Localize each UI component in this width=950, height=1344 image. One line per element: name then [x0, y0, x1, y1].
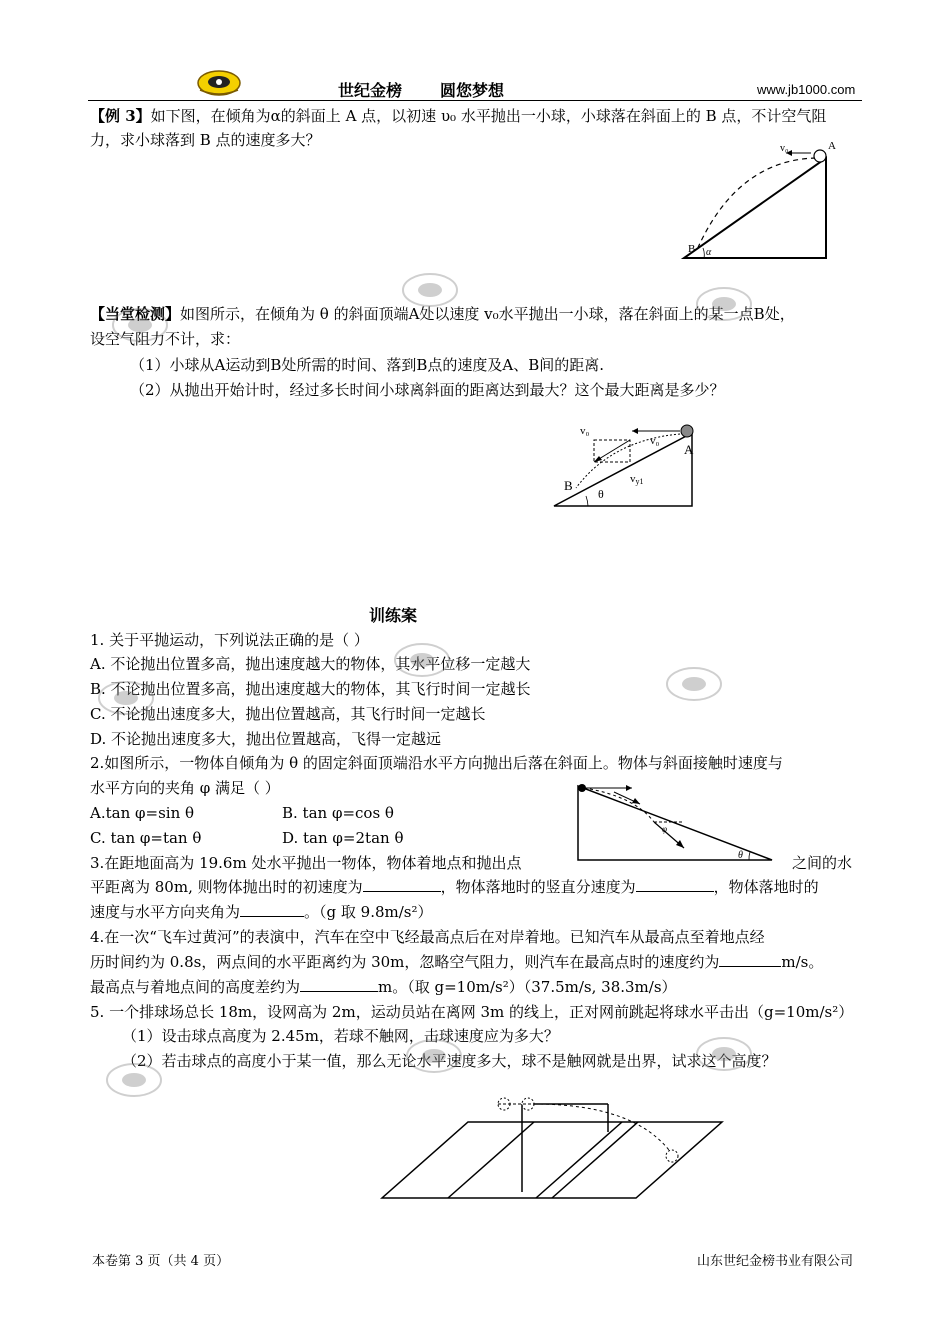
q2-option-b: B. tan φ=cos θ	[282, 804, 394, 822]
fig2-label-v0-left: v₀	[580, 425, 590, 437]
q4-blank-height	[300, 991, 378, 992]
q3-blank-initial-speed	[363, 891, 441, 892]
q2-option-d: D. tan φ=2tan θ	[282, 829, 404, 847]
q2-option-a: A.tan φ=sin θ	[90, 804, 195, 822]
example3-tag: 【例 3】	[90, 107, 151, 125]
q2-fig-label-phi: φ	[662, 824, 667, 834]
q4-line1: 4.在一次“飞车过黄河”的表演中，汽车在空中飞经最高点后在对岸着地。已知汽车从最高点至着地点经	[90, 928, 765, 946]
fig2-label-a: A	[684, 442, 694, 457]
header-brand: 世纪金榜	[338, 81, 403, 100]
footer-company: 山东世纪金榜书业有限公司	[697, 1254, 854, 1269]
q2-fig-label-theta: θ	[738, 850, 743, 861]
watermark-logo	[694, 1034, 754, 1078]
watermark-logo	[392, 640, 452, 684]
volleyball-court-figure	[376, 1092, 728, 1208]
q3-line1a: 3.在距地面高为 19.6m 处水平抛出一物体，物体着地点和抛出点	[90, 854, 522, 872]
watermark-logo	[664, 664, 724, 708]
q3-line3: 速度与水平方向夹角为 。（g 取 9.8m/s²）	[90, 903, 433, 921]
fig2-label-vy1: vy1	[630, 473, 644, 486]
training-title: 训练案	[369, 606, 418, 625]
example3-figure	[676, 140, 846, 269]
fig1-label-v0: v₀	[780, 143, 789, 154]
q1-option-c: C. 不论抛出速度多大，抛出位置越高，其飞行时间一定越长	[90, 705, 486, 723]
example3-line2: 力，求小球落到 B 点的速度多大？	[90, 131, 321, 149]
q1-option-a: A. 不论抛出位置多高，抛出速度越大的物体，其水平位移一定越大	[90, 655, 531, 673]
header-url: www.jb1000.com	[757, 82, 856, 97]
q2-figure	[574, 778, 780, 868]
classcheck-figure	[552, 418, 702, 514]
watermark-logo	[96, 678, 156, 722]
q4-line2: 历时间约为 0.8s，两点间的水平距离约为 30m，忽略空气阻力，则汽车在最高点时的速度约为 m/s。	[90, 953, 824, 971]
q2-line1: 2.如图所示，一物体自倾角为 θ 的固定斜面顶端沿水平方向抛出后落在斜面上。物体与斜面接触时速度与	[90, 754, 783, 772]
header-divider	[88, 100, 862, 101]
watermark-logo	[694, 284, 754, 328]
header-title	[338, 78, 542, 101]
watermark-logo	[400, 270, 460, 314]
q3-blank-vertical-speed	[636, 891, 714, 892]
classcheck-tag: 【当堂检测】	[90, 305, 181, 323]
fig1-label-a: A	[828, 140, 836, 152]
brand-logo	[196, 68, 242, 102]
classcheck-q2: （2）从抛出开始计时，经过多长时间小球离斜面的距离达到最大？这个最大距离是多少？	[130, 381, 725, 399]
fig1-label-alpha: α	[706, 247, 712, 258]
q3-blank-angle	[240, 916, 304, 917]
q5-sub1: （1）设击球点高度为 2.45m，若球不触网，击球速度应为多大？	[122, 1027, 559, 1045]
classcheck-line2: 设空气阻力不计，求：	[90, 330, 241, 348]
q1-stem: 1. 关于平抛运动，下列说法正确的是（ ）	[90, 631, 369, 649]
fig1-label-b: B	[688, 243, 696, 255]
q4-blank-speed	[719, 966, 781, 967]
footer-page-number: 本卷第 3 页（共 4 页）	[92, 1254, 230, 1269]
fig2-label-v0-right: v₀	[650, 435, 660, 447]
fig2-label-b: B	[564, 478, 573, 493]
q3-line1b: 之间的水	[792, 854, 853, 872]
q2-option-c: C. tan φ=tan θ	[90, 829, 202, 847]
watermark-logo	[404, 1036, 464, 1080]
q3-line2: 平距离为 80m, 则物体抛出时的初速度为 ，物体落地时的竖直分速度为 ，物体落地时的	[90, 878, 819, 896]
classcheck-q1: （1）小球从A运动到B处所需的时间、落到B点的速度及A、B间的距离.	[130, 356, 605, 374]
fig2-label-theta: θ	[598, 487, 604, 501]
q5-sub2: （2）若击球点的高度小于某一值，那么无论水平速度多大，球不是触网就是出界，试求这个高度？	[122, 1052, 777, 1070]
classcheck-line1: 【当堂检测】如图所示，在倾角为 θ 的斜面顶端A处以速度 v₀水平抛出一小球，落在斜面上的某一点B处，	[90, 305, 795, 323]
q1-option-b: B. 不论抛出位置多高，抛出速度越大的物体，其飞行时间一定越长	[90, 680, 531, 698]
q1-option-d: D. 不论抛出速度多大，抛出位置越高，飞得一定越远	[90, 730, 442, 748]
watermark-logo	[110, 305, 170, 349]
watermark-logo	[104, 1060, 164, 1104]
example3-line1: 【例 3】如下图，在倾角为α的斜面上 A 点，以初速 υ₀ 水平抛出一小球，小球落在斜面上的 B 点，不计空气阻	[90, 107, 827, 125]
q5-line1: 5. 一个排球场总长 18m，设网高为 2m，运动员站在离网 3m 的线上，正对网前跳起将球水平击出（g=10m/s²）	[90, 1003, 854, 1021]
q2-line2: 水平方向的夹角 φ 满足（ ）	[90, 779, 280, 797]
q4-line3: 最高点与着地点间的高度差约为 m。（取 g=10m/s²）（37.5m/s, 38.3m/s）	[90, 978, 677, 996]
header-slogan: 圆您梦想	[440, 81, 505, 100]
